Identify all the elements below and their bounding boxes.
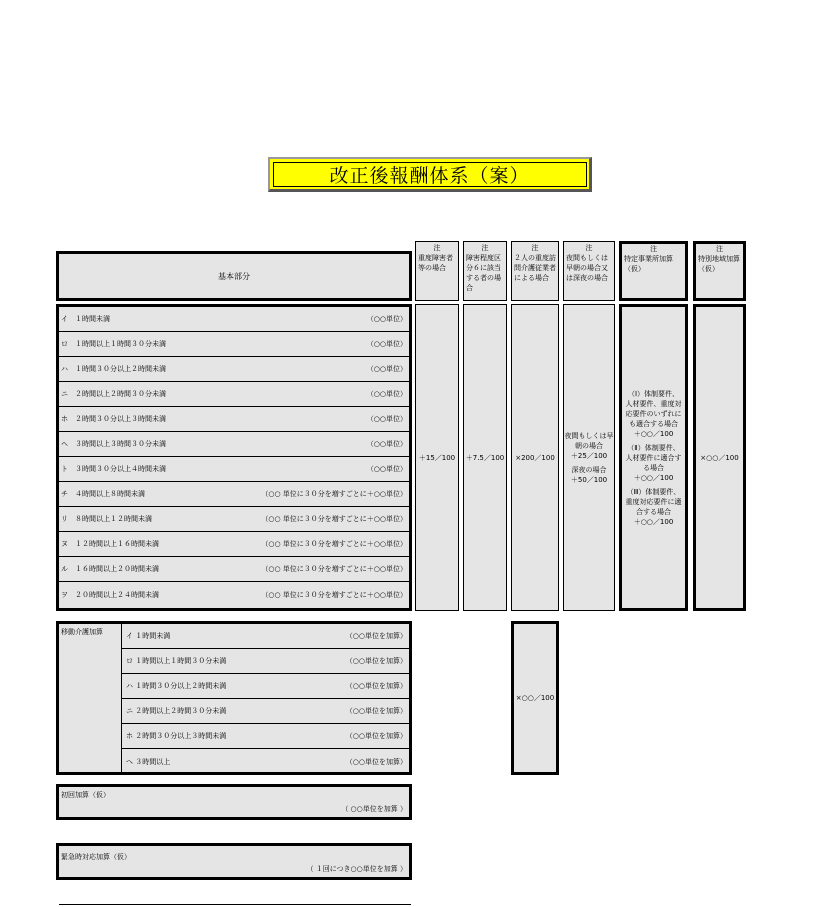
basic-row-label: ニ ２時間以上２時間３０分未満 bbox=[61, 390, 166, 398]
value-tokubetsu bbox=[693, 304, 746, 611]
basic-row-label: イ １時間未満 bbox=[61, 315, 110, 323]
emergency-addition-unit: （ １回につき○○単位を加算 ） bbox=[306, 865, 407, 873]
value-class6-text: ＋7.5／100 bbox=[465, 453, 505, 462]
movement-row-label: ハ １時間３０分以上２時間未満 bbox=[126, 682, 227, 690]
movement-row bbox=[122, 724, 409, 749]
value-tokutei-1: （Ⅰ）体制要件、人材要件、重度対応要件のいずれにも適合する場合 bbox=[625, 389, 682, 428]
basic-row bbox=[59, 507, 409, 532]
header-note: 注 bbox=[650, 245, 657, 253]
basic-row-unit: （○○ 単位に３０分を増すごとに＋○○単位） bbox=[261, 565, 407, 573]
value-tokubetsu-text: ×○○／100 bbox=[700, 453, 739, 462]
movement-row-unit: （○○単位を加算） bbox=[345, 732, 407, 740]
header-col-heavy bbox=[415, 241, 459, 301]
basic-row bbox=[59, 432, 409, 457]
value-night-amount: ＋25／100 bbox=[570, 451, 608, 460]
page-title bbox=[268, 157, 592, 192]
header-note: 注 bbox=[433, 244, 441, 252]
movement-row-label: へ ３時間以上 bbox=[126, 757, 171, 766]
emergency-addition bbox=[56, 843, 412, 880]
movement-row bbox=[122, 674, 409, 699]
page-title-text: 改正後報酬体系（案） bbox=[329, 164, 530, 187]
header-col-text: 重度障害者等の場合 bbox=[418, 254, 453, 272]
movement-value bbox=[511, 621, 559, 775]
value-tokutei-3: （Ⅲ）体制要件、重度対応要件に適合する場合 bbox=[625, 487, 682, 516]
value-tokutei-1-amount: ＋○○／100 bbox=[633, 429, 674, 438]
value-two-person bbox=[511, 304, 559, 611]
value-tokutei-2: （Ⅱ）体制要件、人材要件に適合する場合 bbox=[625, 443, 682, 472]
basic-row bbox=[59, 307, 409, 332]
header-col-two-person bbox=[511, 241, 559, 301]
basic-row bbox=[59, 332, 409, 357]
value-heavy bbox=[415, 304, 459, 611]
basic-row-label: ホ ２時間３０分以上３時間未満 bbox=[61, 415, 166, 423]
basic-row-unit: （○○ 単位に３０分を増すごとに＋○○単位） bbox=[261, 490, 407, 498]
basic-row bbox=[59, 582, 409, 607]
movement-row-label: ロ １時間以上１時間３０分未満 bbox=[126, 657, 227, 665]
value-latenight-label: 深夜の場合 bbox=[571, 465, 607, 474]
basic-row-unit: （○○単位） bbox=[366, 340, 407, 348]
basic-row bbox=[59, 382, 409, 407]
value-two-person-text: ×200／100 bbox=[515, 453, 555, 462]
initial-addition-unit: （ ○○単位を加算 ） bbox=[341, 805, 407, 813]
header-col-text: 特別地域加算（仮） bbox=[698, 255, 740, 273]
basic-row-unit: （○○単位） bbox=[366, 440, 407, 448]
basic-row-label: ヲ ２０時間以上２４時間未満 bbox=[61, 590, 159, 599]
header-col-tokutei bbox=[619, 241, 688, 301]
basic-row-label: ハ １時間３０分以上２時間未満 bbox=[61, 365, 166, 373]
initial-addition bbox=[56, 784, 412, 820]
basic-row-unit: （○○単位） bbox=[366, 390, 407, 398]
header-note: 注 bbox=[716, 245, 723, 253]
basic-row-unit: （○○単位） bbox=[366, 465, 407, 473]
basic-row-unit: （○○単位） bbox=[366, 315, 407, 323]
basic-row-label: ヌ １２時間以上１６時間未満 bbox=[61, 540, 159, 548]
header-col-text: ２人の重度訪問介護従業者による場合 bbox=[514, 254, 556, 282]
basic-row bbox=[59, 482, 409, 507]
basic-rows bbox=[56, 304, 412, 611]
header-col-night bbox=[563, 241, 615, 301]
value-tokutei-3-amount: ＋○○／100 bbox=[633, 517, 674, 526]
value-night-label: 夜間もしくは早朝の場合 bbox=[564, 431, 614, 450]
value-tokutei-2-amount: ＋○○／100 bbox=[633, 473, 674, 482]
movement-row bbox=[122, 649, 409, 674]
basic-row-label: ル １６時間以上２０時間未満 bbox=[61, 565, 159, 573]
header-col-text: 夜間もしくは早朝の場合又は深夜の場合 bbox=[566, 254, 608, 282]
initial-addition-label: 初回加算（仮） bbox=[61, 791, 110, 799]
header-col-text: 障害程度区分６に該当する者の場合 bbox=[466, 254, 501, 292]
emergency-addition-label: 緊急時対応加算（仮） bbox=[61, 853, 131, 861]
basic-row-label: ヘ ３時間以上３時間３０分未満 bbox=[61, 440, 166, 448]
value-heavy-text: ＋15／100 bbox=[418, 453, 456, 462]
movement-row bbox=[122, 699, 409, 724]
header-basic-label: 基本部分 bbox=[218, 271, 250, 281]
movement-row-unit: （○○単位を加算） bbox=[345, 707, 407, 715]
basic-row-unit: （○○単位） bbox=[366, 365, 407, 373]
movement-row-label: ニ ２時間以上２時間３０分未満 bbox=[126, 707, 227, 715]
movement-row-unit: （○○単位を加算） bbox=[345, 632, 407, 640]
basic-row-unit: （○○ 単位に３０分を増すごとに＋○○単位） bbox=[261, 540, 407, 548]
movement-row-unit: （○○単位を加算） bbox=[345, 657, 407, 665]
header-note: 注 bbox=[531, 244, 539, 252]
movement-row-label: ホ ２時間３０分以上３時間未満 bbox=[126, 732, 227, 740]
basic-row-label: チ ４時間以上８時間未満 bbox=[61, 490, 145, 498]
movement-section bbox=[56, 621, 412, 775]
basic-row-unit: （○○ 単位に３０分を増すごとに＋○○単位） bbox=[261, 590, 407, 599]
movement-label: 移動介護加算 bbox=[61, 628, 103, 636]
basic-row bbox=[59, 457, 409, 482]
header-col-class6 bbox=[463, 241, 507, 301]
value-latenight-amount: ＋50／100 bbox=[570, 475, 608, 484]
movement-row bbox=[122, 749, 409, 774]
movement-row-label: イ １時間未満 bbox=[126, 632, 171, 640]
basic-row-label: リ ８時間以上１２時間未満 bbox=[61, 515, 152, 523]
movement-value-text: ×○○／100 bbox=[515, 694, 555, 702]
movement-row-unit: （○○単位を加算） bbox=[345, 682, 407, 690]
value-tokutei bbox=[619, 304, 688, 611]
basic-row bbox=[59, 357, 409, 382]
value-class6 bbox=[463, 304, 507, 611]
basic-row-label: ト ３時間３０分以上４時間未満 bbox=[61, 465, 166, 473]
basic-row bbox=[59, 407, 409, 432]
basic-row-unit: （○○ 単位に３０分を増すごとに＋○○単位） bbox=[261, 515, 407, 523]
basic-row-label: ロ １時間以上１時間３０分未満 bbox=[61, 340, 166, 348]
header-note: 注 bbox=[585, 244, 593, 252]
header-basic bbox=[56, 251, 412, 301]
basic-row bbox=[59, 532, 409, 557]
movement-row bbox=[122, 624, 409, 649]
basic-row bbox=[59, 557, 409, 582]
movement-row-unit: （○○単位を加算） bbox=[345, 757, 407, 766]
header-col-tokubetsu bbox=[693, 241, 746, 301]
header-note: 注 bbox=[481, 244, 489, 252]
basic-row-unit: （○○単位） bbox=[366, 415, 407, 423]
value-night bbox=[563, 304, 615, 611]
header-col-text: 特定事業所加算（仮） bbox=[624, 255, 673, 273]
movement-rows bbox=[121, 624, 409, 772]
